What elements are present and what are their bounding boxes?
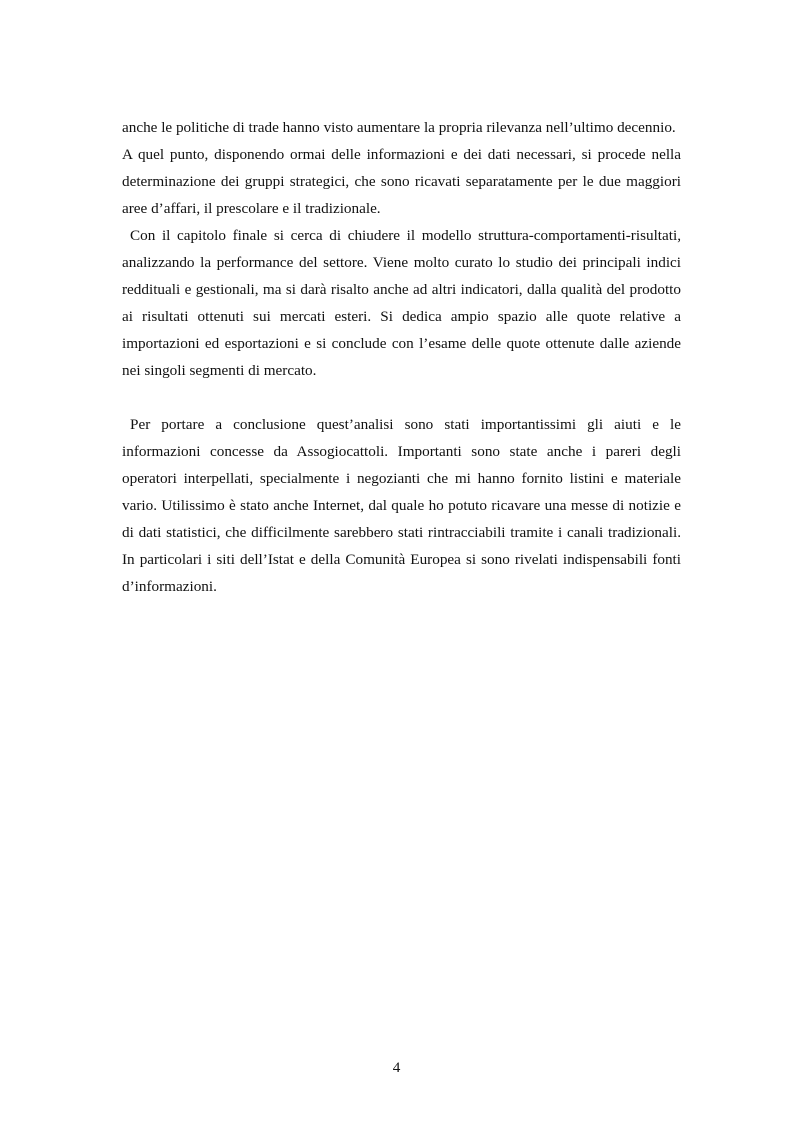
paragraph-final-chapter: Con il capitolo finale si cerca di chiudere il modello struttura-comportamenti-risultati, analizzando la performance del settore. Viene molto curato lo studio dei principali indici reddituali e gestionali, ma si darà risalto anche ad altri indicatori, dalla qualità del prodotto ai risultati ottenuti sui mercati esteri. Si dedica ampio spazio alle quote relative a importazioni ed esportazioni e si conclude con l’esame delle quote ottenute dalle aziende nei singoli segmenti di mercato. — [122, 227, 681, 379]
paragraph-strategic-groups: A quel punto, disponendo ormai delle informazioni e dei dati necessari, si procede nella determinazione dei gruppi strategici, che sono ricavati separatamente per le due maggiori aree d’affari, il prescolare e il tradizionale. — [122, 146, 681, 217]
paragraph-trade-policies: anche le politiche di trade hanno visto aumentare la propria rilevanza nell’ultimo decennio. — [122, 119, 676, 136]
paragraph-acknowledgements: Per portare a conclusione quest’analisi sono stati importantissimi gli aiuti e le informazioni concesse da Assogiocattoli. Importanti sono state anche i pareri degli operatori interpellati, specialmente i negozianti che mi hanno fornito listini e materiale vario. Utilissimo è stato anche Internet, dal quale ho potuto ricavare una messe di notizie e di dati statistici, che difficilmente sarebbero stati rintracciabili tramite i canali tradizionali. In particolari i siti dell’Istat e della Comunità Europea si sono rivelati indispensabili fonti d’informazioni. — [122, 416, 681, 595]
body-text — [122, 114, 681, 600]
page-number: 4 — [392, 1059, 401, 1076]
